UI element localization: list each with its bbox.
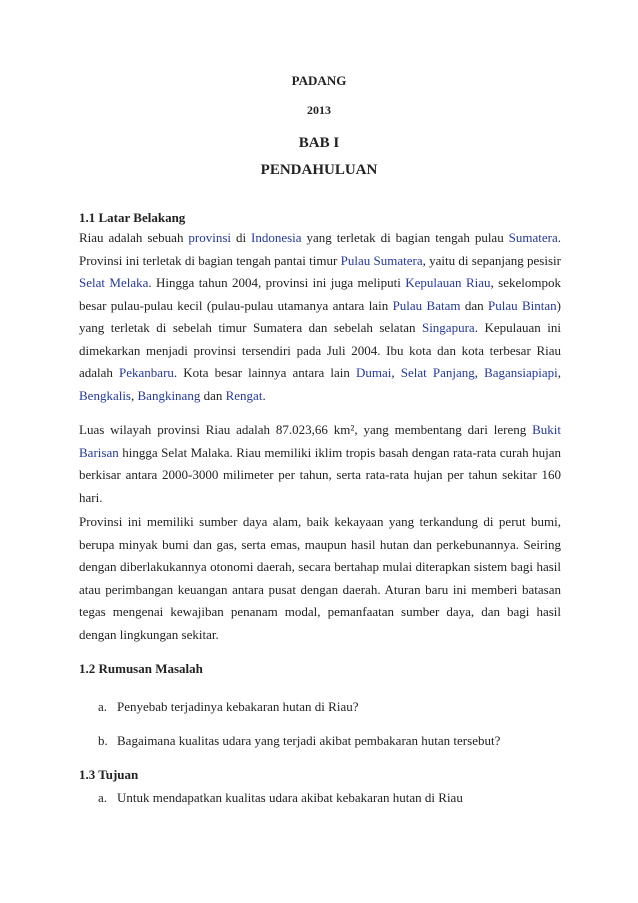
- wiki-link[interactable]: Selat Melaka: [79, 275, 149, 290]
- list-item-text: Penyebab terjadinya kebakaran hutan di Riau?: [117, 699, 359, 714]
- paragraph-text: yang terletak di bagian tengah pulau: [301, 230, 509, 245]
- list-marker: b.: [98, 733, 108, 748]
- wiki-link[interactable]: Sumatera: [508, 230, 558, 245]
- paragraph-text: ,: [391, 365, 401, 380]
- paragraph-text: di: [231, 230, 251, 245]
- chapter-title: PENDAHULUAN: [260, 162, 378, 178]
- paragraph-text: .: [262, 387, 266, 403]
- paragraph-text: Riau adalah sebuah: [79, 230, 189, 245]
- paragraph-3: [79, 511, 561, 646]
- section-heading-latar-belakang: 1.1 Latar Belakang: [79, 210, 186, 225]
- list-item: [98, 733, 500, 749]
- paragraph-text: dan: [460, 297, 488, 313]
- section-heading-tujuan: 1.3 Tujuan: [79, 767, 139, 782]
- paragraph-text: . Provinsi ini terletak di bagian tengah pantai timur: [79, 230, 561, 268]
- wiki-link[interactable]: Pulau Sumatera: [340, 252, 423, 268]
- wiki-link[interactable]: Rengat: [225, 387, 263, 403]
- paragraph-1: [79, 227, 561, 407]
- paragraph-text: dan: [200, 387, 226, 403]
- paragraph-text: Luas wilayah provinsi Riau adalah 87.023,66 km², yang membentang dari lereng: [79, 422, 533, 437]
- section-heading-rumusan-masalah: 1.2 Rumusan Masalah: [79, 661, 203, 676]
- wiki-link[interactable]: Kepulauan Riau: [405, 275, 491, 290]
- paragraph-2: [79, 419, 561, 509]
- wiki-link[interactable]: Pulau Batam: [392, 297, 461, 313]
- paragraph-text: Provinsi ini memiliki sumber daya alam, baik kekayaan yang terkandung di perut bumi, berupa minyak bumi dan gas, serta emas, maupun hasil hutan dan perkebunannya. Seiring dengan diberlakukannya otonomi daerah, secara bertahap mulai diterapkan sistem bagi hasil atau perimbangan keuangan antara pusat dengan daerah. Aturan baru ini memberi batasan tegas mengenai kewajiban penanam modal, pemanfaatan sumber daya, dan bagi hasil dengan lingkungan sekitar.: [79, 514, 561, 642]
- wiki-link[interactable]: Bangkinang: [137, 387, 201, 403]
- paragraph-text: . Kota besar lainnya antara lain: [173, 365, 356, 380]
- list-item-text: Untuk mendapatkan kualitas udara akibat kebakaran hutan di Riau: [117, 790, 463, 805]
- year-label: 2013: [307, 103, 331, 117]
- list-item-text: Bagaimana kualitas udara yang terjadi akibat pembakaran hutan tersebut?: [117, 733, 501, 748]
- wiki-link[interactable]: Pekanbaru: [119, 365, 174, 380]
- wiki-link[interactable]: Singapura: [421, 320, 475, 335]
- list-item: [98, 699, 359, 715]
- paragraph-text: ,: [557, 365, 561, 380]
- paragraph-text: hingga Selat Malaka. Riau memiliki iklim tropis basah dengan rata-rata curah hujan berkisar antara 2000-3000 milimeter per tahun, serta rata-rata hujan per tahun sekitar 160 hari.: [79, 444, 561, 505]
- paragraph-text: , yaitu di sepanjang pesisir: [422, 252, 561, 268]
- list-item: [98, 790, 463, 806]
- paragraph-text: ,: [474, 365, 485, 380]
- city-label: PADANG: [291, 73, 347, 88]
- wiki-link[interactable]: Bengkalis: [79, 387, 131, 403]
- paragraph-text: . Kepulauan ini dimekarkan menjadi provinsi tersendiri pada Juli 2004. Ibu kota dan kota terbesar Riau adalah: [79, 320, 561, 380]
- wiki-link[interactable]: Pulau Bintan: [488, 297, 557, 313]
- list-marker: a.: [98, 699, 108, 714]
- chapter-number: BAB I: [298, 135, 340, 151]
- list-marker: a.: [98, 790, 108, 805]
- wiki-link[interactable]: Indonesia: [251, 230, 302, 245]
- paragraph-text: . Hingga tahun 2004, provinsi ini juga meliputi: [148, 275, 406, 290]
- wiki-link[interactable]: Bukit Barisan: [79, 422, 561, 460]
- paragraph-text: , sekelompok besar pulau-pulau kecil (pulau-pulau utamanya antara lain: [79, 275, 561, 313]
- paragraph-text: ) yang terletak di sebelah timur Sumatera dan sebelah selatan: [79, 297, 561, 335]
- wiki-link[interactable]: provinsi: [188, 230, 232, 245]
- wiki-link[interactable]: Dumai: [356, 365, 392, 380]
- wiki-link[interactable]: Selat Panjang: [400, 365, 475, 380]
- wiki-link[interactable]: Bagansiapiapi: [484, 365, 558, 380]
- paragraph-text: ,: [131, 387, 138, 403]
